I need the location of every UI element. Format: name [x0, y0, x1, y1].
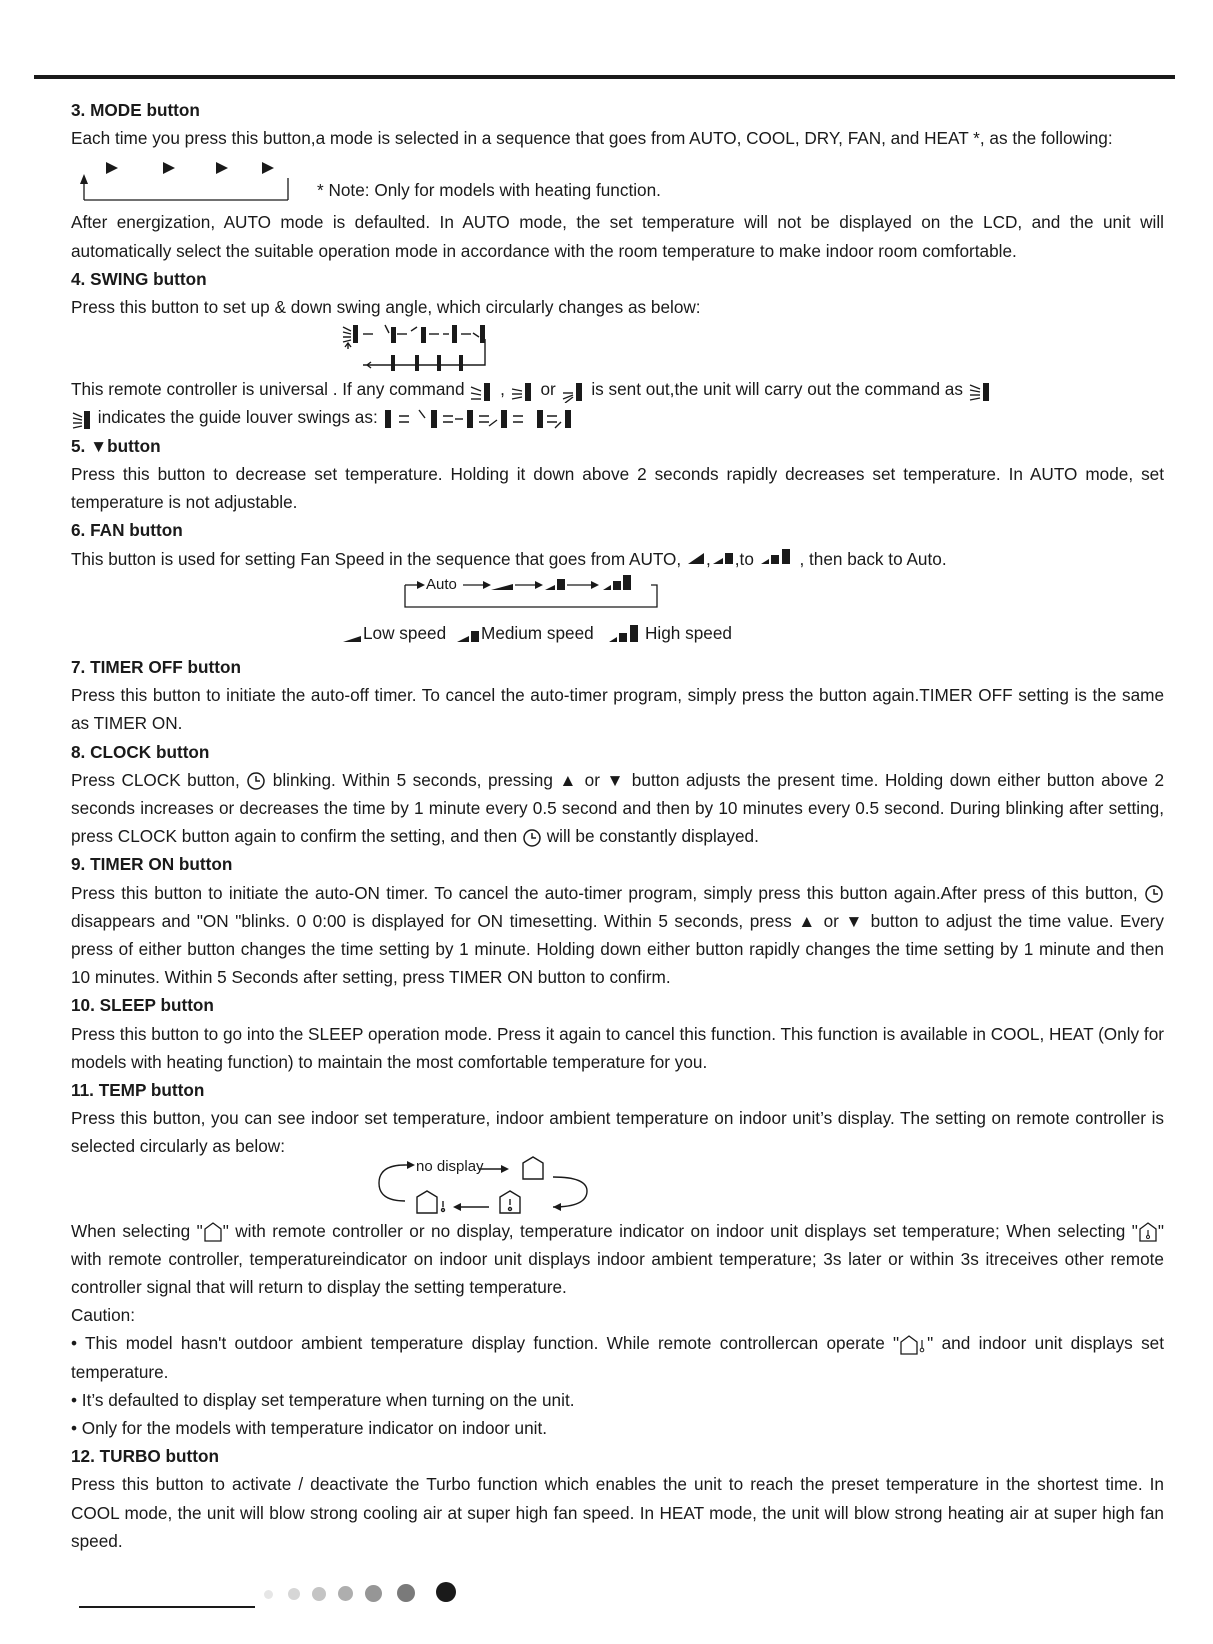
fan-auto-label: Auto [426, 575, 457, 593]
swing-louver-text: indicates the guide louver swings as: [71, 403, 1164, 431]
outdoor-temp-icon [899, 1334, 927, 1356]
caution-bullet-3: • Only for the models with temperature indicator on indoor unit. [71, 1417, 548, 1438]
mode-text: Each time you press this button,a mode is selected in a sequence that goes from AUTO, COOL, DRY, FAN, and HEAT *, as the following: [71, 128, 1113, 149]
swing-middle-icon [510, 379, 536, 403]
page-dot-2 [288, 1588, 300, 1600]
temp-no-display-label: no display [416, 1157, 484, 1175]
down-triangle-icon: ▼ [90, 435, 108, 456]
swing-auto-icon [968, 379, 994, 403]
timer-off-heading: 7. TIMER OFF button [71, 656, 241, 677]
caution-bullet-1: • This model hasn't outdoor ambient temperature display function. While remote controllercan operate " " and indoor unit displays set temperature. [71, 1333, 1164, 1382]
timer-on-text: Press this button to initiate the auto-ON timer. To cancel the auto-timer program, simply press this button again.After press of this button, disappears and "ON "blinks. 0 0:00 is displayed for ON timesetting. Within 5 seconds, press ▲ or ▼ button to adjust the time value. Every press of either button changes the time setting by 1 minute. Holding down either button rapidly changes the time setting by 1 minute and then 10 minutes. Within 5 Seconds after setting, press TIMER ON button to confirm. [71, 882, 1164, 988]
footer-rule [79, 1606, 255, 1608]
fan-speed-legend [71, 619, 1164, 653]
temp-select-text: When selecting " " with remote controller or no display, temperature indicator on indoor unit displays set temperature; When selecting " " with remote controller, temperatureindicator on indoor unit displays indoor ambient temperature; 3s later or within 3s itreceives other remote controller signal that will return to display the setting temperature. [71, 1220, 1165, 1297]
swing-cycle-diagram [71, 321, 1164, 375]
fan-medium-label: Medium speed [481, 622, 594, 643]
top-rule [34, 75, 1175, 79]
clock-icon [1144, 884, 1164, 904]
mode-sequence-diagram [71, 152, 1164, 208]
sleep-heading: 10. SLEEP button [71, 995, 214, 1016]
fan-high-label: High speed [645, 622, 732, 643]
mode-note: * Note: Only for models with heating function. [317, 180, 661, 201]
temp-cycle-diagram [71, 1157, 1164, 1217]
turbo-text: Press this button to activate / deactivate the Turbo function which enables the unit to reach the preset temperature in the shortest time. In COOL mode, the unit will blow strong cooling air at super high fan speed. In HEAT mode, the unit will blow strong heating air at super high fan speed. [71, 1474, 1164, 1551]
turbo-heading: 12. TURBO button [71, 1446, 219, 1467]
clock-icon [522, 828, 542, 848]
sleep-text: Press this button to go into the SLEEP operation mode. Press it again to cancel this function. This function is available in COOL, HEAT (Only for models with heating function) to maintain the most comfortable temperature for you. [71, 1023, 1164, 1072]
page-dot-4 [338, 1586, 353, 1601]
temp-heading: 11. TEMP button [71, 1079, 205, 1100]
down-button-heading: 5. ▼button [71, 435, 161, 456]
clock-heading: 8. CLOCK button [71, 741, 210, 762]
page-dot-3 [312, 1587, 326, 1601]
clock-icon [246, 771, 266, 791]
louver-swing-sequence-icon [383, 406, 573, 432]
mode-heading: 3. MODE button [71, 100, 200, 120]
swing-down-icon [469, 379, 495, 403]
down-button-text: Press this button to decrease set temperature. Holding it down above 2 seconds rapidly decreases set temperature. In AUTO mode, set temperature is not adjustable. [71, 464, 1164, 513]
mode-auto-text: After energization, AUTO mode is defaulted. In AUTO mode, the set temperature will not be displayed on the LCD, and the unit will automatically select the suitable operation mode in accordance with the room temperature to make indoor room comfortable. [71, 212, 1164, 261]
swing-heading: 4. SWING button [71, 268, 207, 289]
fan-text: This button is used for setting Fan Speed in the sequence that goes from AUTO, , ,to , then back to Auto. [71, 548, 947, 569]
mode-cycle-arrows [71, 152, 311, 208]
swing-auto-icon [71, 407, 93, 431]
fan-high-icon [759, 547, 795, 565]
timer-off-text: Press this button to initiate the auto-off timer. To cancel the auto-timer program, simply press the button again.TIMER OFF setting is the same as TIMER ON. [71, 685, 1164, 734]
fan-high-icon [607, 623, 647, 643]
page-dot-1 [264, 1590, 273, 1599]
indoor-set-temp-icon [203, 1221, 223, 1243]
fan-medium-icon [455, 627, 483, 643]
fan-medium-icon [711, 549, 735, 565]
swing-up-icon [561, 379, 587, 403]
swing-command-text: This remote controller is universal . If any command , or is sent out,the unit will carry out the command as [71, 375, 1164, 403]
caution-label: Caution: [71, 1305, 136, 1326]
fan-low-icon [341, 627, 363, 643]
manual-page [71, 96, 1164, 1555]
indoor-ambient-temp-icon [1138, 1221, 1158, 1243]
timer-on-heading: 9. TIMER ON button [71, 854, 233, 875]
fan-low-icon [686, 549, 706, 565]
temp-cycle-arrows [377, 1155, 607, 1215]
caution-bullet-2: • It’s defaulted to display set temperature when turning on the unit. [71, 1389, 575, 1410]
fan-low-label: Low speed [363, 622, 447, 643]
fan-cycle-diagram [71, 573, 1164, 619]
swing-text: Press this button to set up & down swing angle, which circularly changes as below: [71, 297, 701, 318]
swing-cycle-icon [339, 321, 519, 377]
page-dot-7 [436, 1582, 456, 1602]
fan-heading: 6. FAN button [71, 520, 183, 541]
temp-text: Press this button, you can see indoor set temperature, indoor ambient temperature on indoor unit’s display. The setting on remote controller is selected circularly as below: [71, 1108, 1164, 1157]
page-dot-6 [397, 1584, 415, 1602]
page-dot-5 [365, 1585, 382, 1602]
clock-text: Press CLOCK button, blinking. Within 5 seconds, pressing ▲ or ▼ button adjusts the present time. Holding down either button above 2 seconds increases or decreases the time by 1 minute every 0.5 second and then by 10 minutes every 0.5 second. During blinking after setting, press CLOCK button again to confirm the setting, and then will be constantly displayed. [71, 769, 1165, 847]
